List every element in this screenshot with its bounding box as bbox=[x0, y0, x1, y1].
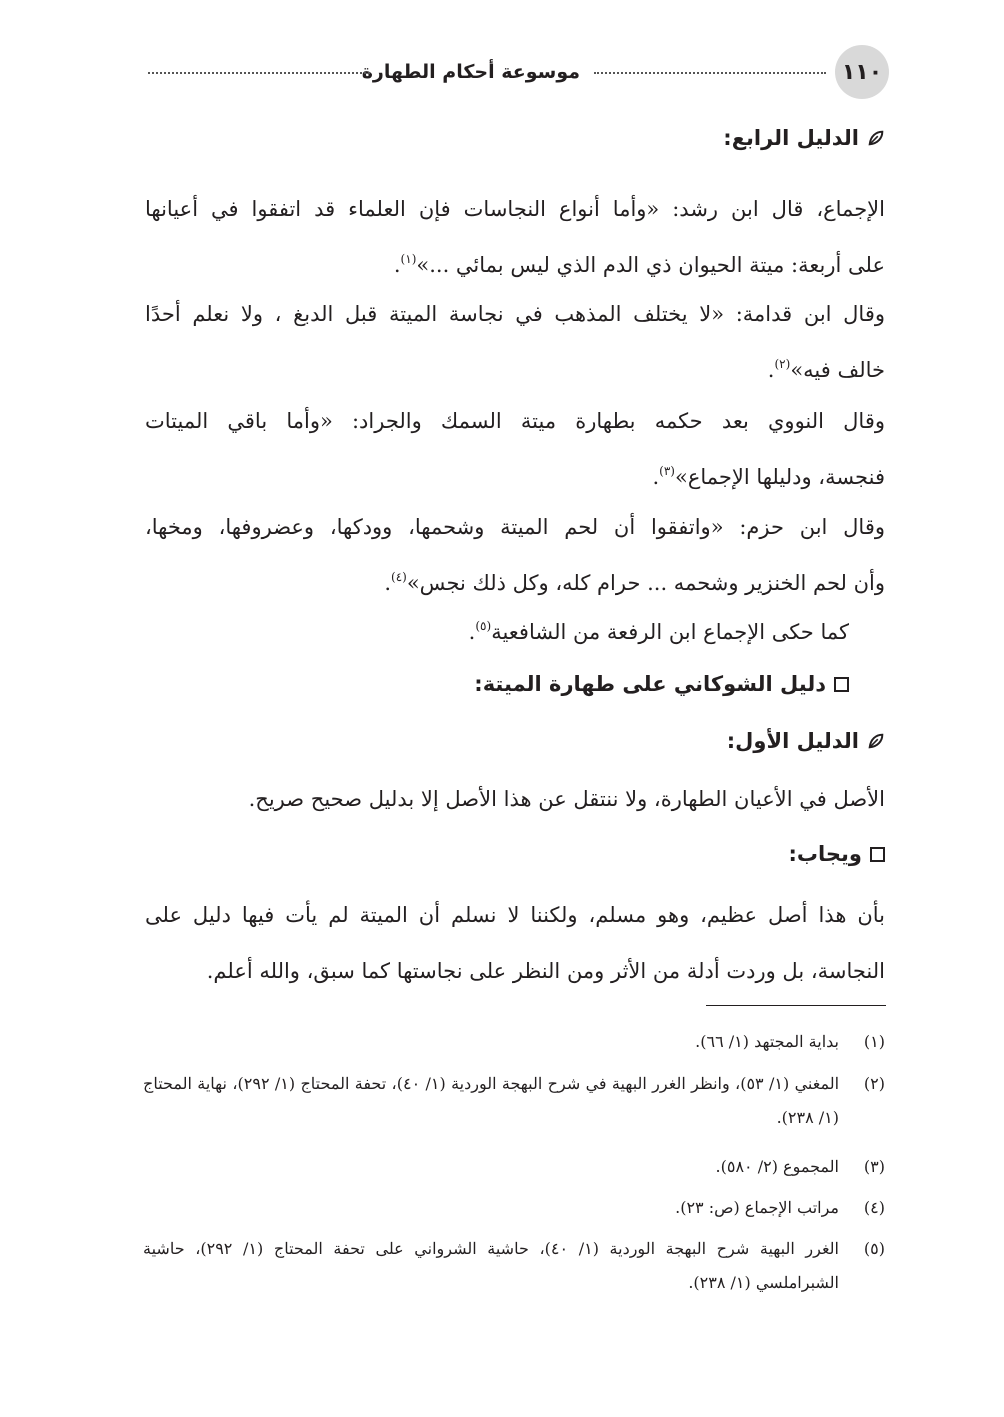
page-number: ١١٠ bbox=[835, 45, 889, 99]
heading-text: ويجاب: bbox=[788, 842, 862, 866]
footnote-number: (٣) bbox=[863, 1157, 885, 1176]
footnote-text: مراتب الإجماع (ص: ٢٣). bbox=[675, 1198, 839, 1217]
leaf-bullet-icon bbox=[867, 129, 885, 147]
text-span: فنجسة، ودليلها الإجماع» bbox=[674, 465, 885, 489]
text-line bbox=[145, 237, 885, 293]
paragraph-ibn-qudama bbox=[145, 286, 885, 398]
footnote-ref: (١) bbox=[400, 252, 417, 266]
period: . bbox=[767, 358, 775, 382]
heading-text: دليل الشوكاني على طهارة الميتة: bbox=[474, 672, 826, 696]
footnote-ref: (٤) bbox=[391, 570, 407, 584]
heading-text: الدليل الأول: bbox=[726, 729, 859, 753]
text-line bbox=[145, 342, 885, 398]
period: . bbox=[652, 465, 660, 489]
footnote-number: (٤) bbox=[863, 1198, 885, 1217]
heading-answer bbox=[145, 842, 885, 866]
footnote-4 bbox=[143, 1191, 885, 1225]
paragraph-ijma bbox=[145, 181, 885, 293]
footnote-2 bbox=[143, 1067, 885, 1135]
header-dotted-rule bbox=[148, 72, 370, 74]
heading-shawkani-evidence bbox=[145, 672, 885, 696]
text-line: وقال النووي بعد حكمه بطهارة ميتة السمك والجراد: «وأما باقي الميتات bbox=[145, 409, 885, 433]
text-line: وقال ابن قدامة: «لا يختلف المذهب في نجاسة الميتة قبل الدبغ ، ولا نعلم أحدًا bbox=[145, 302, 885, 326]
period: . bbox=[468, 620, 476, 644]
text-line: وقال ابن حزم: «واتفقوا أن لحم الميتة وشحمها، وودكها، وعضروفها، ومخها، bbox=[145, 515, 885, 539]
header-dotted-rule bbox=[594, 72, 826, 74]
text-line: النجاسة، بل وردت أدلة من الأثر ومن النظر على نجاستها كما سبق، والله أعلم. bbox=[206, 959, 885, 983]
text-span: كما حكى الإجماع ابن الرفعة من الشافعية bbox=[491, 620, 849, 644]
footnote-separator bbox=[706, 1005, 886, 1006]
paragraph-answer bbox=[145, 887, 885, 999]
period: . bbox=[393, 253, 401, 277]
text-span: الأصل في الأعيان الطهارة، ولا ننتقل عن هذا الأصل إلا بدليل صحيح صريح. bbox=[248, 787, 885, 811]
footnote-number: (١) bbox=[863, 1032, 885, 1051]
checkbox-bullet-icon bbox=[834, 677, 849, 692]
footnote-text: بداية المجتهد (١/ ٦٦). bbox=[695, 1032, 839, 1051]
paragraph-nawawi bbox=[145, 393, 885, 505]
text-line: بأن هذا أصل عظيم، وهو مسلم، ولكننا لا نسلم أن الميتة لم يأت فيها دليل على bbox=[145, 903, 885, 927]
text-line: الإجماع، قال ابن رشد: «وأما أنواع النجاسات فإن العلماء قد اتفقوا في أعيانها bbox=[145, 197, 885, 221]
footnote-text: المغني (١/ ٥٣)، وانظر الغرر البهية في شرح البهجة الوردية (١/ ٤٠)، تحفة المحتاج (١/ ٢٩٢)، نهاية المحتاج (١/ ٢٣٨). bbox=[143, 1074, 840, 1127]
text-span: على أربعة: ميتة الحيوان ذي الدم الذي ليس بمائي ...» bbox=[416, 253, 885, 277]
text-line bbox=[145, 449, 885, 505]
footnote-ref: (٢) bbox=[774, 357, 791, 371]
text-span: وأن لحم الخنزير وشحمه ... حرام كله، وكل ذلك نجس» bbox=[406, 571, 885, 595]
footnote-1 bbox=[143, 1025, 885, 1059]
text-line bbox=[145, 555, 885, 611]
heading-text: الدليل الرابع: bbox=[723, 126, 859, 150]
footnote-ref: (٣) bbox=[659, 464, 675, 478]
checkbox-bullet-icon bbox=[870, 847, 885, 862]
paragraph-original-purity bbox=[145, 771, 885, 827]
footnote-ref: (٥) bbox=[475, 619, 492, 633]
heading-fourth-evidence bbox=[145, 126, 885, 150]
footnote-text: الغرر البهية شرح البهجة الوردية (١/ ٤٠)، حاشية الشرواني على تحفة المحتاج (١/ ٢٩٢)، حاشية الشبراملسي (١/ ٢٣٨). bbox=[143, 1239, 840, 1292]
header-title: موسوعة أحكام الطهارة bbox=[361, 61, 580, 83]
text-span: خالف فيه» bbox=[790, 358, 885, 382]
paragraph-ibn-rifaa bbox=[145, 604, 885, 660]
footnote-number: (٥) bbox=[863, 1239, 885, 1258]
footnote-text: المجموع (٢/ ٥٨٠). bbox=[715, 1157, 839, 1176]
leaf-bullet-icon bbox=[867, 732, 885, 750]
footnote-number: (٢) bbox=[863, 1074, 885, 1093]
paragraph-ibn-hazm bbox=[145, 499, 885, 611]
footnote-3 bbox=[143, 1150, 885, 1184]
period: . bbox=[384, 571, 391, 595]
footnote-5 bbox=[143, 1232, 885, 1300]
heading-first-evidence bbox=[145, 729, 885, 753]
